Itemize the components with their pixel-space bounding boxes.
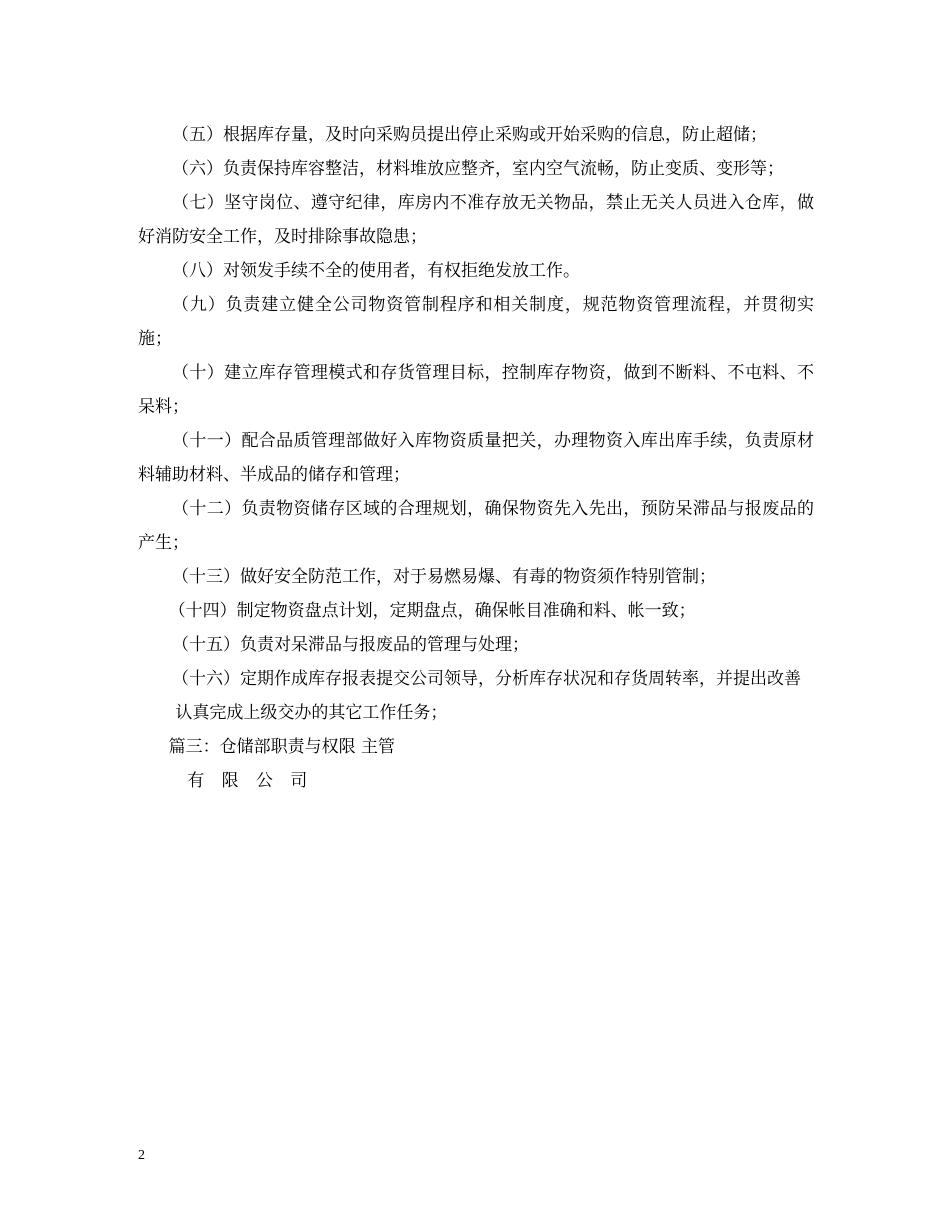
paragraph-item-12: （十二）负责物资储存区域的合理规划，确保物资先入先出，预防呆滞品与报废品的产生； [138, 499, 814, 553]
paragraph-item-11: （十一）配合品质管理部做好入库物资质量把关，办理物资入库出库手续，负责原材料辅助材料、半成品的储存和管理； [138, 431, 814, 485]
paragraph-item-7: （七）坚守岗位、遵守纪律，库房内不准存放无关物品，禁止无关人员进入仓库，做好消防安全工作，及时排除事故隐患； [138, 193, 814, 247]
paragraph-item-16: （十六）定期作成库存报表提交公司领导，分析库存状况和存货周转率，并提出改善 [172, 669, 801, 689]
paragraph-other-tasks: 认真完成上级交办的其它工作任务； [175, 703, 448, 723]
paragraph-item-6: （六）负责保持库容整洁，材料堆放应整齐，室内空气流畅，防止变质、变形等； [172, 159, 784, 179]
section-heading: 篇三：仓储部职责与权限 主管 [168, 737, 395, 757]
page-number: 2 [138, 1148, 145, 1163]
document-body [138, 118, 814, 798]
paragraph-item-13: （十三）做好安全防范工作，对于易燃易爆、有毒的物资须作特别管制； [172, 567, 716, 587]
paragraph-item-5: （五）根据库存量，及时向采购员提出停止采购或开始采购的信息，防止超储； [172, 125, 767, 145]
company-line: 有 限 公 司 [187, 771, 314, 791]
paragraph-item-10: （十）建立库存管理模式和存货管理目标，控制库存物资，做到不断料、不屯料、不呆料； [138, 363, 814, 417]
paragraph-item-9: （九）负责建立健全公司物资管制程序和相关制度，规范物资管理流程，并贯彻实施； [138, 295, 814, 349]
paragraph-item-8: （八）对领发手续不全的使用者，有权拒绝发放工作。 [172, 261, 580, 281]
paragraph-item-15: （十五）负责对呆滞品与报废品的管理与处理； [172, 635, 529, 655]
paragraph-item-14: （十四）制定物资盘点计划，定期盘点，确保帐目准确和料、帐一致； [168, 601, 696, 621]
